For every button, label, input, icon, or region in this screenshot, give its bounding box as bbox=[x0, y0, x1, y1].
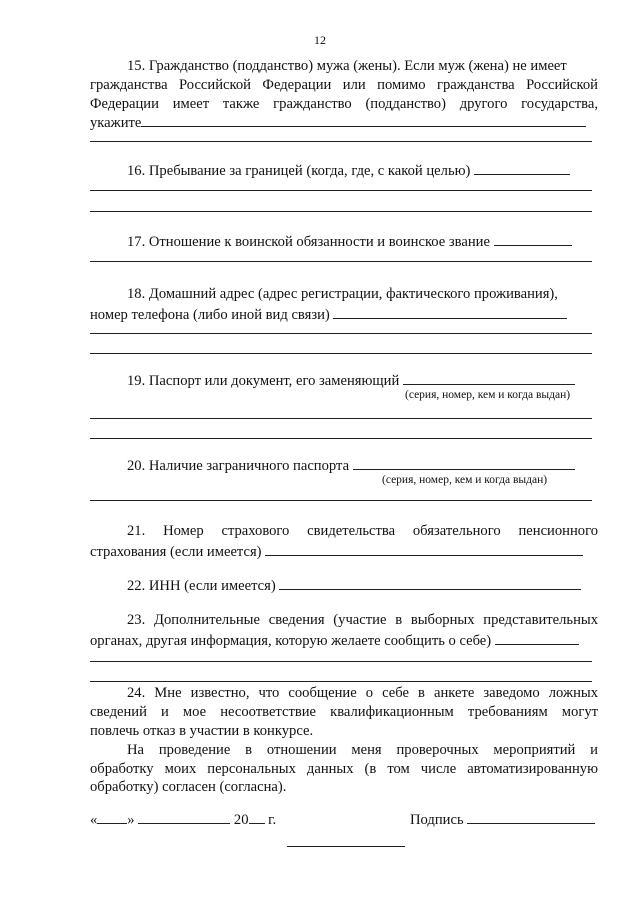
q19-caption: (серия, номер, кем и когда выдан) bbox=[405, 389, 571, 401]
q15-line4: укажите bbox=[90, 113, 586, 133]
q20-answer-field[interactable] bbox=[353, 456, 575, 470]
q23-line-1[interactable] bbox=[90, 661, 592, 662]
q24-line2: сведений и мое несоответствие квалификационным требованиям могут bbox=[90, 704, 598, 720]
q20-line-1[interactable] bbox=[90, 500, 592, 501]
q18-line2: номер телефона (либо иной вид связи) bbox=[90, 305, 567, 325]
q23-line1: 23. Дополнительные сведения (участие в выборных представительных bbox=[127, 612, 598, 628]
page-number: 12 bbox=[314, 33, 326, 47]
q19-line-2[interactable] bbox=[90, 438, 592, 439]
date-field: « » 20 г. bbox=[90, 812, 277, 828]
q17-line-1[interactable] bbox=[90, 261, 592, 262]
signature-label: Подпись bbox=[410, 810, 595, 830]
q20-text: 20. Наличие заграничного паспорта bbox=[127, 456, 575, 476]
q19-text: 19. Паспорт или документ, его заменяющий bbox=[127, 371, 575, 391]
consent-line1: На проведение в отношении меня проверочных мероприятий и bbox=[127, 742, 598, 758]
consent-line3: обработку) согласен (согласна). bbox=[90, 779, 287, 795]
q15-line3: Федерации имеет также гражданство (подданство) другого государства, bbox=[90, 96, 598, 112]
q16-line-1[interactable] bbox=[90, 190, 592, 191]
footer-line bbox=[287, 846, 405, 847]
q23-answer-field[interactable] bbox=[495, 631, 579, 645]
q21-line2: страхования (если имеется) bbox=[90, 542, 583, 562]
q21-answer-field[interactable] bbox=[265, 542, 583, 556]
q18-answer-field[interactable] bbox=[333, 305, 567, 319]
q15-extra-line[interactable] bbox=[90, 141, 592, 142]
q16-answer-field[interactable] bbox=[474, 161, 570, 175]
q21-line1: 21. Номер страхового свидетельства обязательного пенсионного bbox=[127, 523, 598, 539]
q22-text: 22. ИНН (если имеется) bbox=[127, 576, 581, 596]
consent-line2: обработку моих персональных данных (в том числе автоматизированную bbox=[90, 761, 598, 777]
q23-line-2[interactable] bbox=[90, 681, 592, 682]
q18-line-2[interactable] bbox=[90, 353, 592, 354]
signature-field[interactable] bbox=[467, 810, 595, 824]
q15-answer-field[interactable] bbox=[141, 113, 586, 127]
q16-text: 16. Пребывание за границей (когда, где, с какой целью) bbox=[127, 161, 570, 181]
q18-line1: 18. Домашний адрес (адрес регистрации, фактического проживания), bbox=[127, 286, 558, 302]
q24-line3: повлечь отказ в участии в конкурсе. bbox=[90, 723, 314, 739]
q17-answer-field[interactable] bbox=[494, 232, 572, 246]
q15-line1: 15. Гражданство (подданство) мужа (жены). Если муж (жена) не имеет bbox=[127, 58, 567, 74]
date-month-field[interactable] bbox=[138, 810, 230, 824]
q20-caption: (серия, номер, кем и когда выдан) bbox=[382, 474, 548, 486]
q18-line-1[interactable] bbox=[90, 333, 592, 334]
q23-line2: органах, другая информация, которую желаете сообщить о себе) bbox=[90, 631, 579, 651]
q19-line-1[interactable] bbox=[90, 418, 592, 419]
q16-line-2[interactable] bbox=[90, 211, 592, 212]
date-day-field[interactable] bbox=[97, 810, 127, 824]
q15-line2: гражданства Российской Федерации или помимо гражданства Российской bbox=[90, 77, 598, 93]
q24-line1: 24. Мне известно, что сообщение о себе в анкете заведомо ложных bbox=[127, 685, 598, 701]
date-year-field[interactable] bbox=[249, 810, 265, 824]
q22-answer-field[interactable] bbox=[279, 576, 581, 590]
q19-answer-field[interactable] bbox=[403, 371, 575, 385]
q17-text: 17. Отношение к воинской обязанности и воинское звание bbox=[127, 232, 572, 252]
